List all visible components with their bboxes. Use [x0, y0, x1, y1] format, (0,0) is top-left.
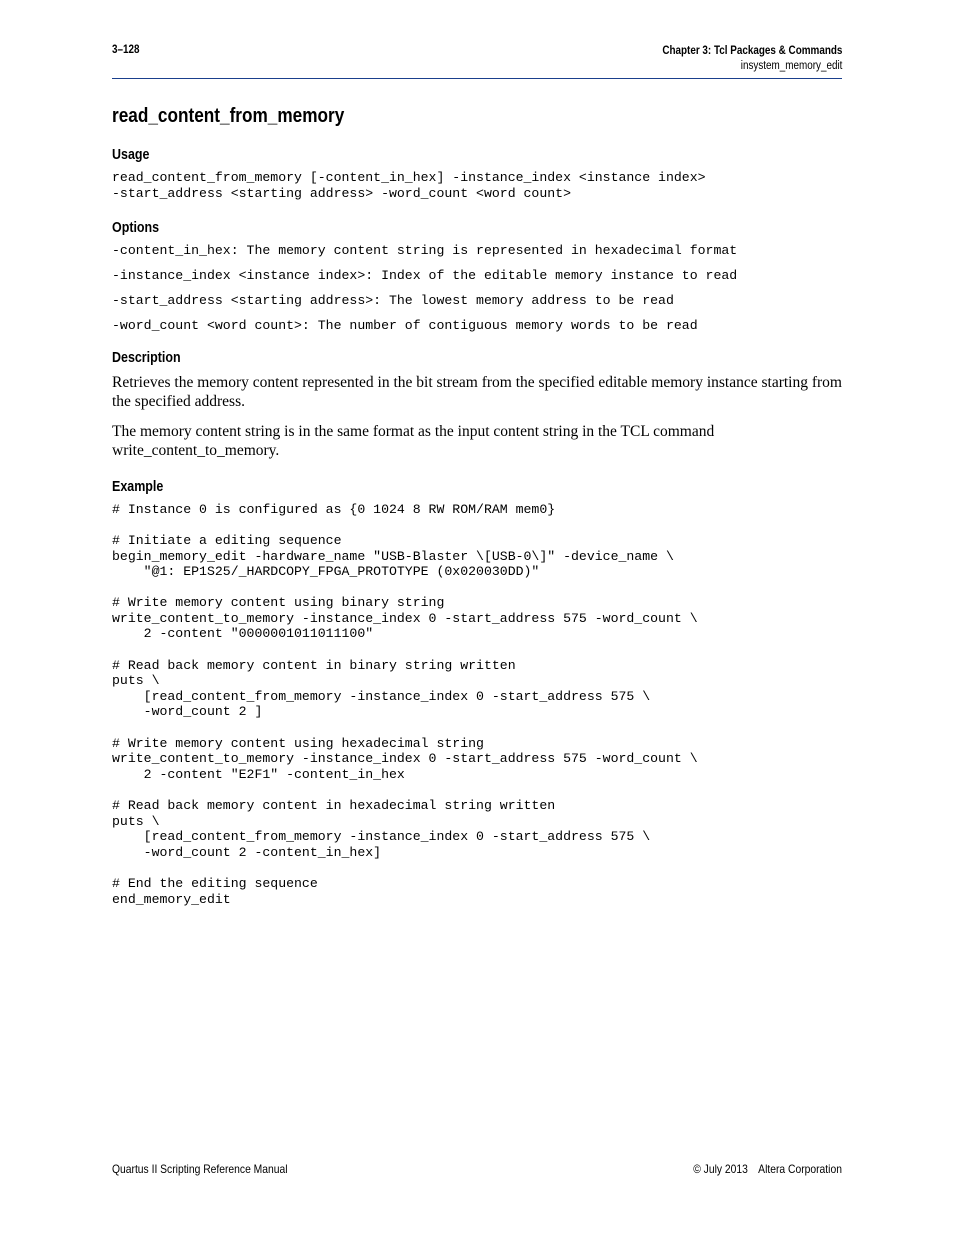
option-item: -content_in_hex: The memory content string is represented in hexadecimal format [112, 243, 738, 259]
options-heading: Options [112, 220, 160, 237]
description-paragraph: Retrieves the memory content represented in the bit stream from the specified editable memory instance starting from the specified address. [112, 373, 842, 411]
description-block [112, 373, 842, 461]
option-item: -word_count <word count>: The number of contiguous memory words to be read [112, 318, 698, 334]
page-header [112, 42, 842, 79]
chapter-title: Chapter 3: Tcl Packages & Commands [661, 45, 842, 57]
copyright-date: © July 2013 [693, 1162, 748, 1176]
page-number: 3–128 [112, 44, 140, 56]
usage-heading: Usage [112, 147, 150, 163]
page-content [112, 105, 842, 907]
usage-line: -start_address <starting address> -word_count <word count> [112, 185, 571, 201]
options-list [112, 243, 842, 334]
description-paragraph: The memory content string is in the same format as the input content string in the TCL command write_content_to_memory. [112, 422, 715, 460]
company-name: Altera Corporation [758, 1162, 842, 1176]
usage-line: read_content_from_memory [-content_in_hex] -instance_index <instance index> [112, 170, 706, 185]
description-heading: Description [112, 349, 181, 366]
example-code-block: # Instance 0 is configured as {0 1024 8 RW ROM/RAM mem0} # Initiate a editing sequence begin_memory_edit -hardware_name "USB-Blaster \[USB-0\]" -device_name \ "@1: EP1S25/_HARDCOPY_FPGA_PROTOTYPE (0x020030DD)" # Write memory content using binary string write_content_to_memory -instance_index 0 -start_address 575 -word_count \ 2 -content "0000001011011100" # Read back memory content in binary string written puts \ [read_content_from_memory -instance_index 0 -start_address 575 \ -word_count 2 ] # Write memory content using hexadecimal string write_content_to_memory -instance_index 0 -start_address 575 -word_count \ 2 -content "E2F1" -content_in_hex # Read back memory content in hexadecimal string written puts \ [read_content_from_memory -instance_index 0 -start_address 575 \ -word_count 2 -content_in_hex] # End the editing sequence end_memory_edit [112, 501, 698, 907]
manual-title: Quartus II Scripting Reference Manual [112, 1162, 288, 1176]
command-title: read_content_from_memory [112, 105, 345, 127]
footer-copyright [693, 1162, 842, 1176]
example-heading: Example [112, 478, 164, 495]
option-item: -instance_index <instance index>: Index of the editable memory instance to read [112, 268, 738, 284]
usage-block [112, 170, 842, 201]
option-item: -start_address <starting address>: The lowest memory address to be read [112, 293, 674, 309]
section-name: insystem_memory_edit [740, 60, 842, 72]
header-right [633, 44, 842, 74]
